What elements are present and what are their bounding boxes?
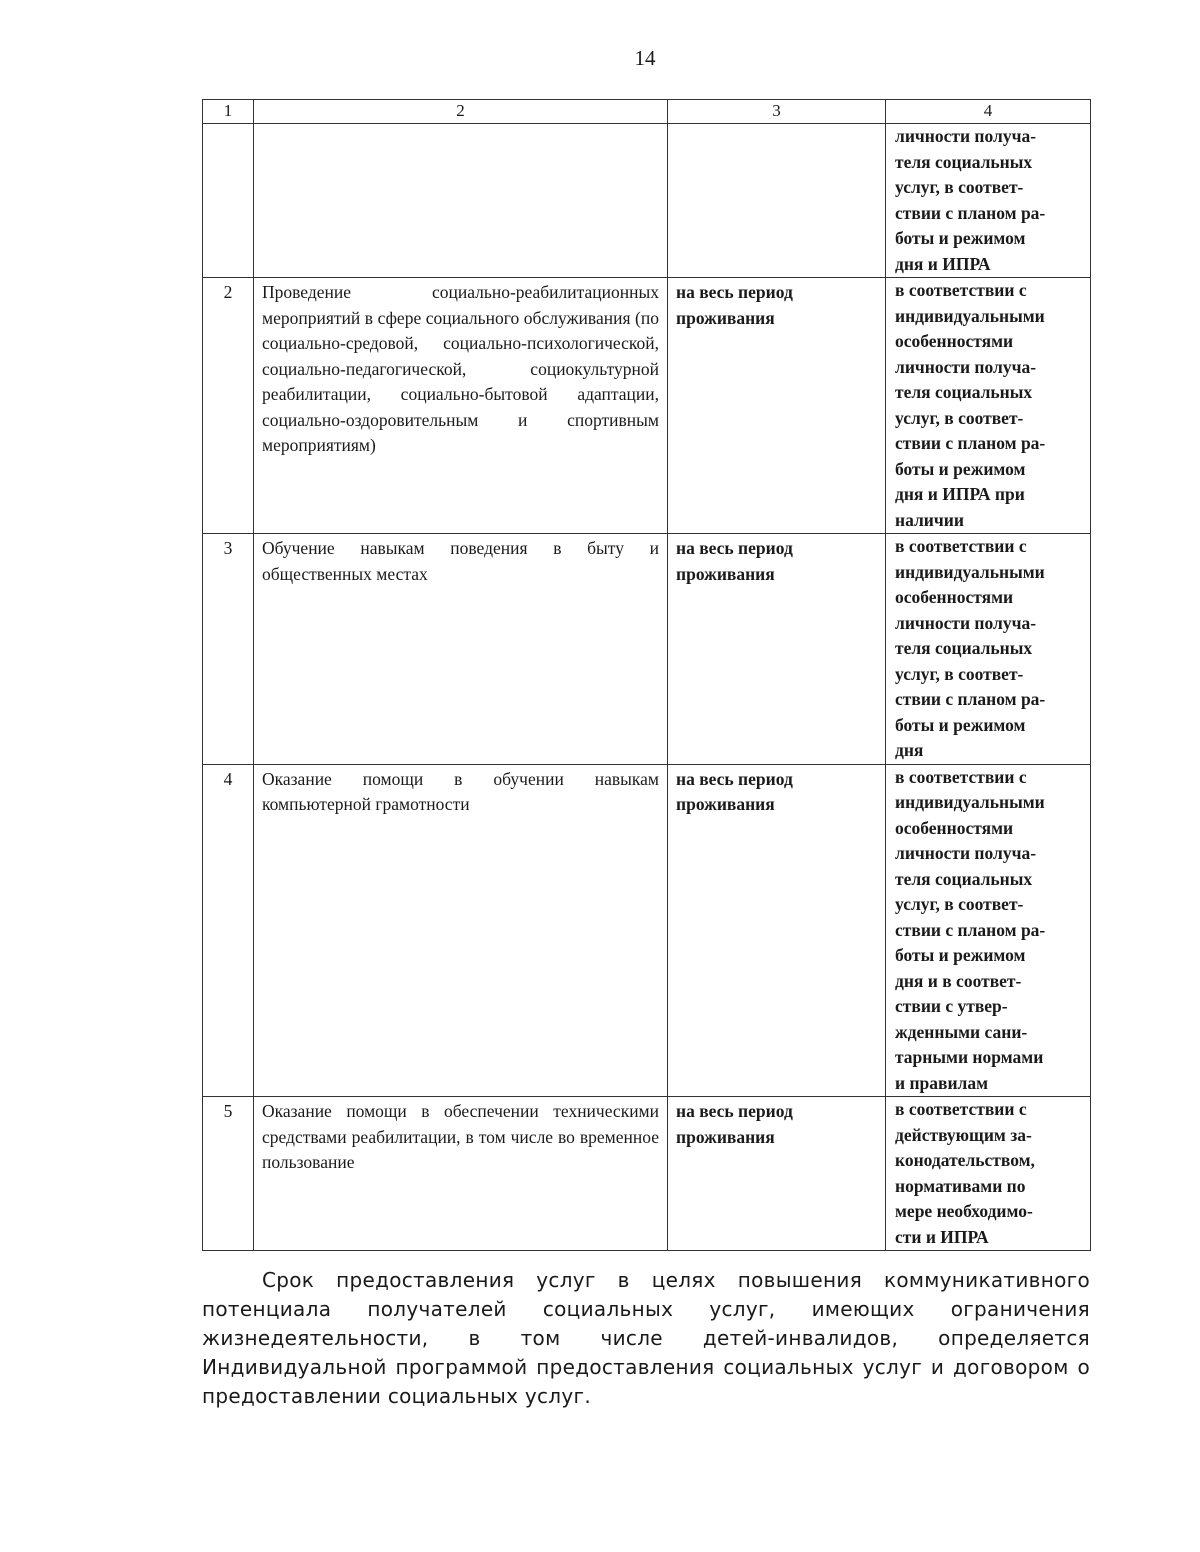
table-header-row xyxy=(203,100,1091,124)
table-row xyxy=(203,278,1091,534)
conditions-cell: в соответствии с индивидуальными особенностями личности получа- теля социальных услуг, в соответ- ствии с планом ра- боты и режимом дня и ИПРА при наличии xyxy=(886,278,1091,534)
service-cell: Оказание помощи в обеспечении техническими средствами реабилитации, в том числе во временное пользование xyxy=(254,1097,668,1251)
row-number-cell: 5 xyxy=(203,1097,254,1251)
service-cell xyxy=(254,124,668,278)
row-number-cell xyxy=(203,124,254,278)
period-cell: на весь период проживания xyxy=(668,1097,886,1251)
row-number-cell: 3 xyxy=(203,534,254,765)
services-table xyxy=(202,99,1091,1251)
conditions-cell: личности получа- теля социальных услуг, в соответ- ствии с планом ра- боты и режимом дня и ИПРА xyxy=(886,124,1091,278)
period-cell: на весь период проживания xyxy=(668,534,886,765)
header-col-3: 3 xyxy=(668,100,886,124)
page-number: 14 xyxy=(634,46,656,70)
header-col-2: 2 xyxy=(254,100,668,124)
table-row xyxy=(203,534,1091,765)
service-cell: Оказание помощи в обучении навыкам компьютерной грамотности xyxy=(254,764,668,1097)
header-col-1: 1 xyxy=(203,100,254,124)
service-cell: Проведение социально-реабилитационных мероприятий в сфере социального обслуживания (по социально-средовой, социально-психологической, социально-педагогической, социокультурной реабилитации, социально-бытовой адаптации, социально-оздоровительным и спортивным мероприятиям) xyxy=(254,278,668,534)
header-col-4: 4 xyxy=(886,100,1091,124)
period-cell: на весь период проживания xyxy=(668,764,886,1097)
closing-paragraph: Срок предоставления услуг в целях повышения коммуникативного потенциала получателей социальных услуг, имеющих ограничения жизнедеятельности, в том числе детей-инвалидов, определяется Индивидуальной программой предоставления социальных услуг и договором о предоставлении социальных услуг. xyxy=(202,1268,1090,1408)
table-row xyxy=(203,124,1091,278)
conditions-cell: в соответствии с индивидуальными особенностями личности получа- теля социальных услуг, в соответ- ствии с планом ра- боты и режимом дня и в соответ- ствии с утвер- жденными сани- тарными нормами и правилам xyxy=(886,764,1091,1097)
conditions-cell: в соответствии с действующим за- конодательством, нормативами по мере необходимо- сти и ИПРА xyxy=(886,1097,1091,1251)
table-row xyxy=(203,764,1091,1097)
service-cell: Обучение навыкам поведения в быту и общественных местах xyxy=(254,534,668,765)
table-row xyxy=(203,1097,1091,1251)
row-number-cell: 4 xyxy=(203,764,254,1097)
row-number-cell: 2 xyxy=(203,278,254,534)
conditions-cell: в соответствии с индивидуальными особенностями личности получа- теля социальных услуг, в соответ- ствии с планом ра- боты и режимом дня xyxy=(886,534,1091,765)
period-cell xyxy=(668,124,886,278)
period-cell: на весь период проживания xyxy=(668,278,886,534)
